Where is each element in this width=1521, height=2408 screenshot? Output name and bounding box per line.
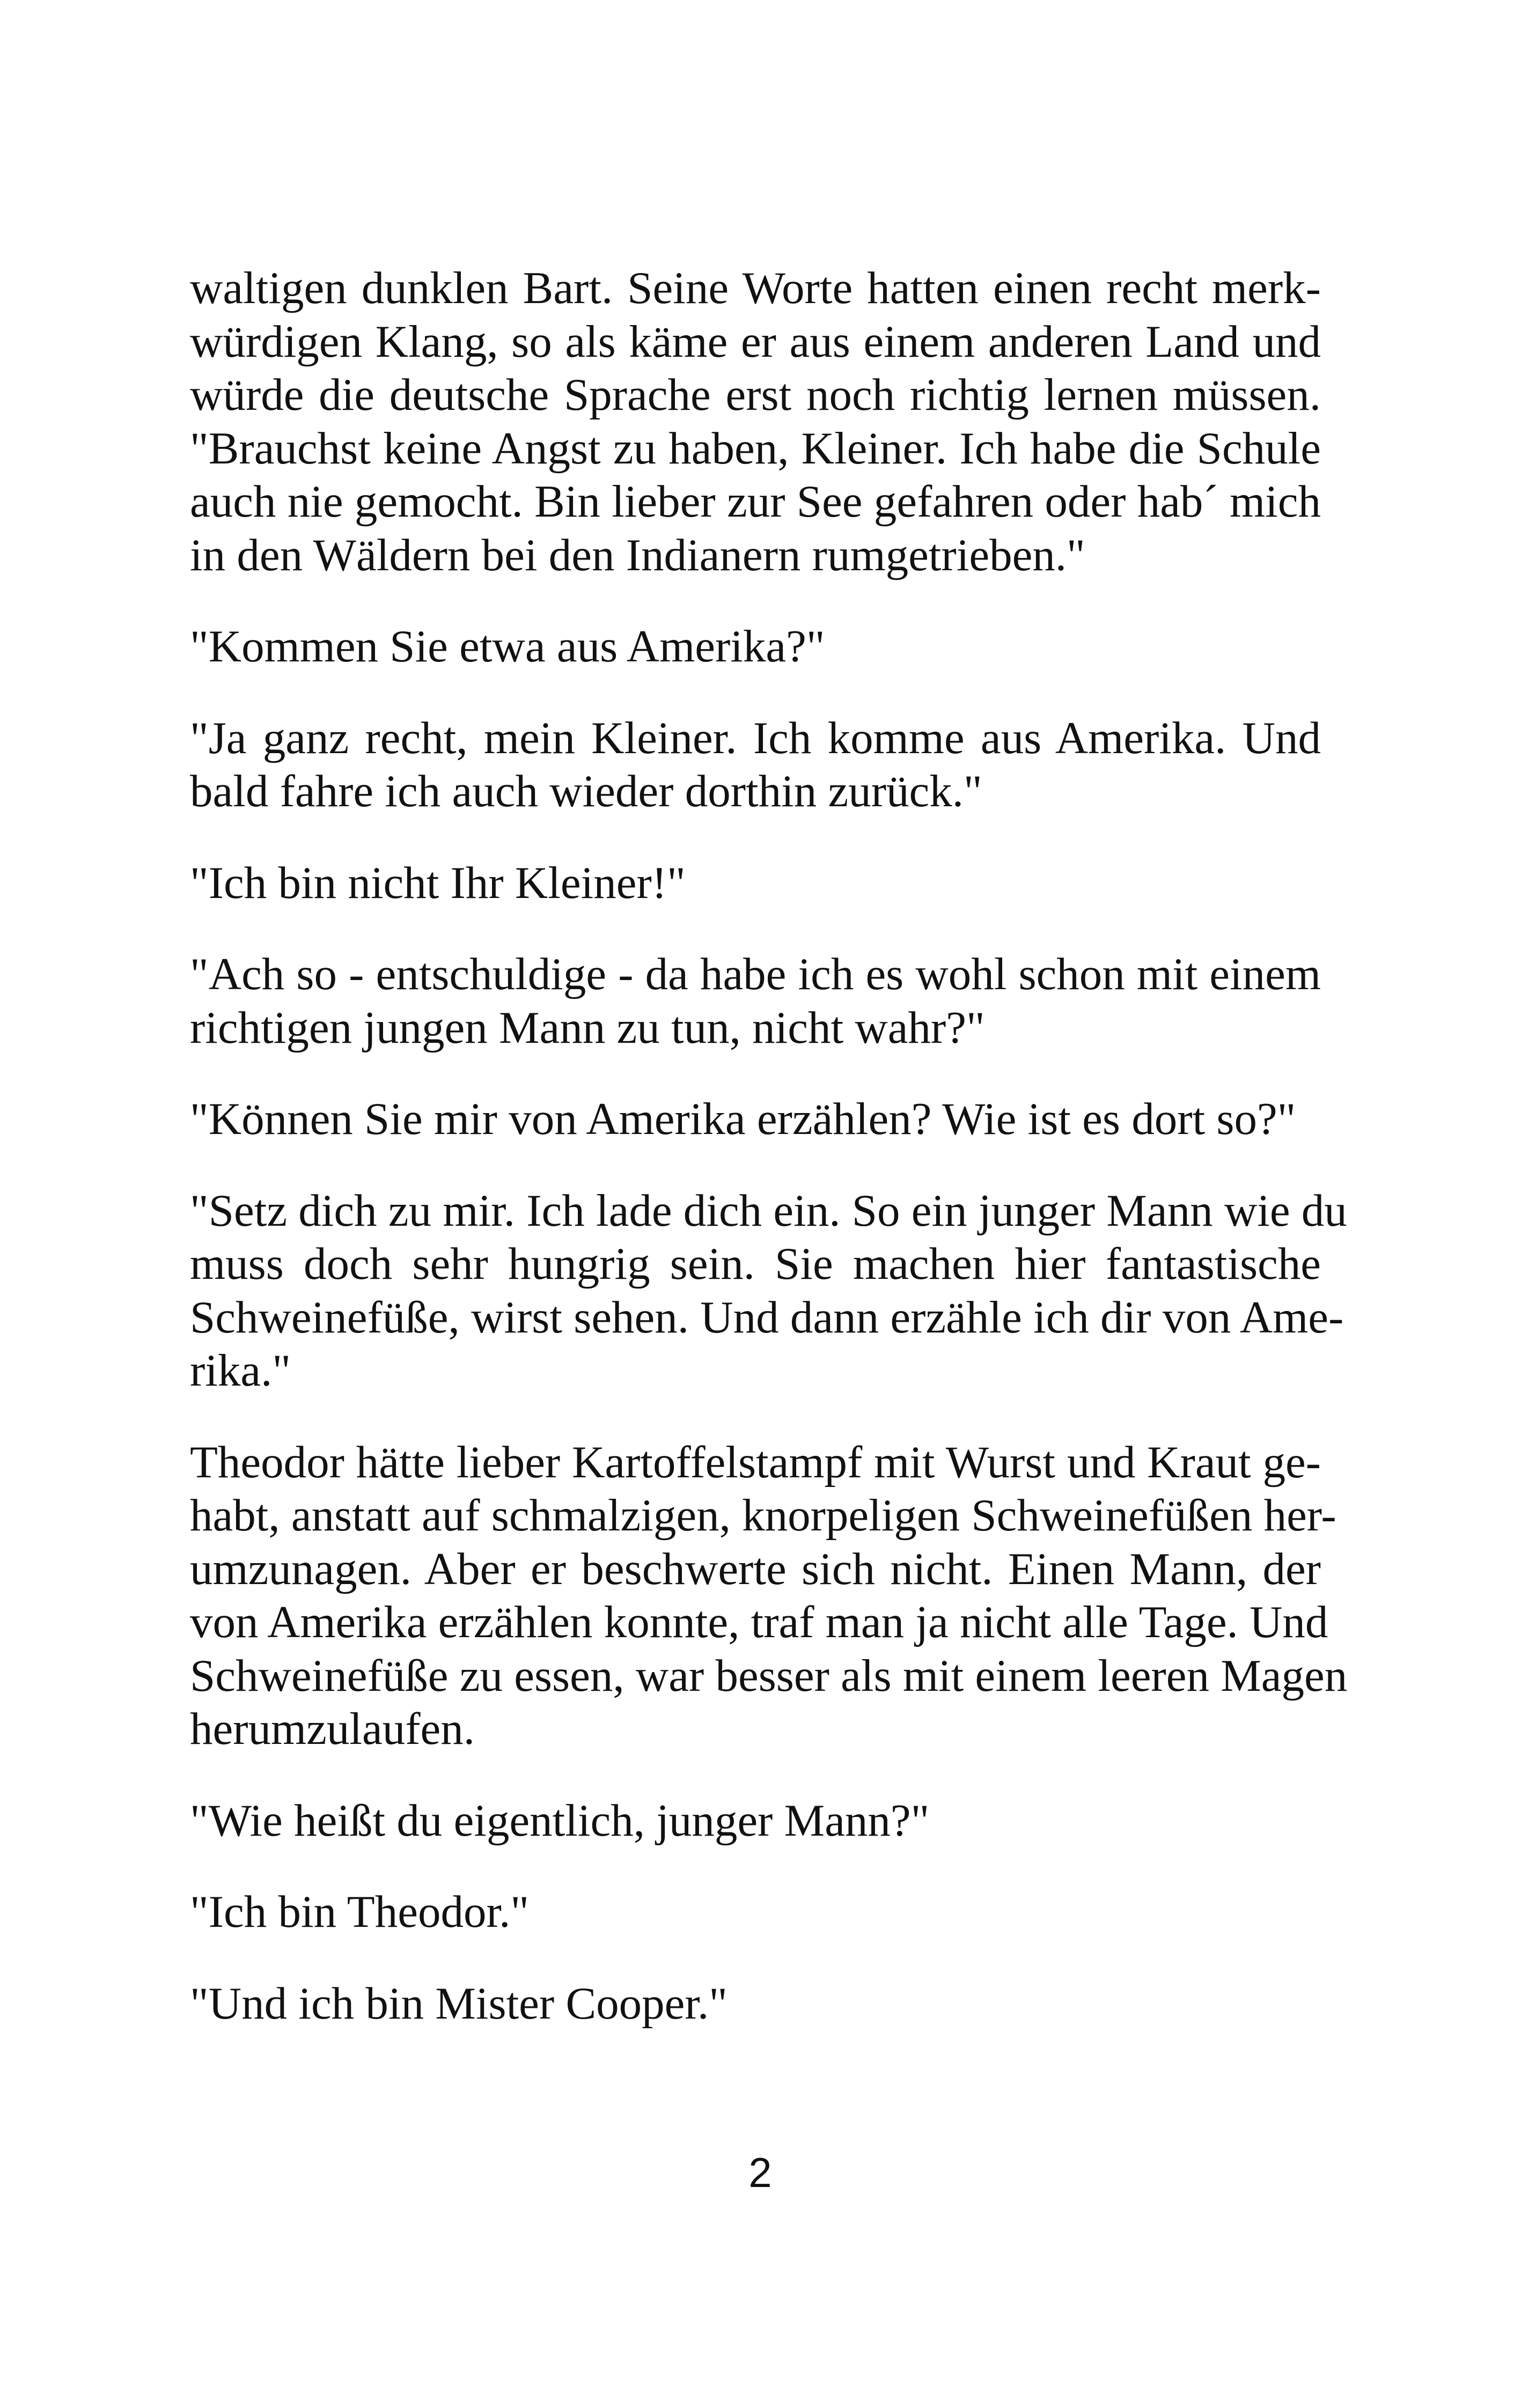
paragraph <box>190 857 1321 910</box>
text-line: "Setz dich zu mir. Ich lade dich ein. So ein junger Mann wie du <box>190 1185 1347 1236</box>
text-line: "Wie heißt du eigentlich, junger Mann?" <box>190 1795 930 1846</box>
text-line: "Können Sie mir von Amerika erzählen? Wie ist es dort so?" <box>190 1094 1296 1144</box>
text-line: richtigen jungen Mann zu tun, nicht wahr?" <box>190 1002 985 1053</box>
text-line: Theodor hätte lieber Kartoffelstampf mit Wurst und Kraut ge- <box>190 1437 1321 1487</box>
page-number: 2 <box>748 2149 772 2196</box>
text-line: habt, anstatt auf schmalzigen, knorpeligen Schweinefüßen her- <box>190 1490 1336 1541</box>
body-text <box>190 262 1348 2030</box>
text-line: Schweinefüße, wirst sehen. Und dann erzähle ich dir von Ame- <box>190 1292 1344 1343</box>
paragraph <box>190 1886 1321 1939</box>
text-line: würdigen Klang, so als käme er aus einem anderen Land und <box>190 316 1321 367</box>
paragraph <box>190 1794 1321 1848</box>
text-line: muss doch sehr hungrig sein. Sie machen hier fantastische <box>190 1239 1321 1289</box>
text-line: auch nie gemocht. Bin lieber zur See gefahren oder hab´ mich <box>190 476 1321 527</box>
text-line: rika." <box>190 1345 291 1396</box>
paragraph <box>190 1184 1347 1398</box>
text-line: würde die deutsche Sprache erst noch richtig lernen müssen. <box>190 370 1321 420</box>
text-line: von Amerika erzählen konnte, traf man ja nicht alle Tage. Und <box>190 1597 1328 1647</box>
text-line: "Ich bin Theodor." <box>190 1887 530 1937</box>
text-line: bald fahre ich auch wieder dorthin zurück." <box>190 766 982 816</box>
text-line: waltigen dunklen Bart. Seine Worte hatten einen recht merk- <box>190 263 1321 313</box>
paragraph <box>190 1977 1321 2031</box>
paragraph <box>190 262 1321 582</box>
text-line: umzunagen. Aber er beschwerte sich nicht. Einen Mann, der <box>190 1543 1321 1594</box>
paragraph <box>190 620 1321 674</box>
text-line: "Ja ganz recht, mein Kleiner. Ich komme aus Amerika. Und <box>190 712 1321 763</box>
text-line: "Ich bin nicht Ihr Kleiner!" <box>190 857 686 908</box>
paragraph <box>190 1436 1348 1756</box>
text-line: in den Wäldern bei den Indianern rumgetrieben." <box>190 529 1085 580</box>
text-line: "Und ich bin Mister Cooper." <box>190 1978 728 2029</box>
paragraph <box>190 948 1321 1055</box>
text-line: "Ach so - entschuldige - da habe ich es wohl schon mit einem <box>190 949 1321 999</box>
text-line: "Kommen Sie etwa aus Amerika?" <box>190 621 825 672</box>
paragraph <box>190 1093 1321 1146</box>
paragraph <box>190 712 1321 819</box>
text-line: herumzulaufen. <box>190 1704 475 1754</box>
text-line: "Brauchst keine Angst zu haben, Kleiner. Ich habe die Schule <box>190 423 1321 474</box>
text-line: Schweinefüße zu essen, war besser als mit einem leeren Magen <box>190 1650 1348 1701</box>
